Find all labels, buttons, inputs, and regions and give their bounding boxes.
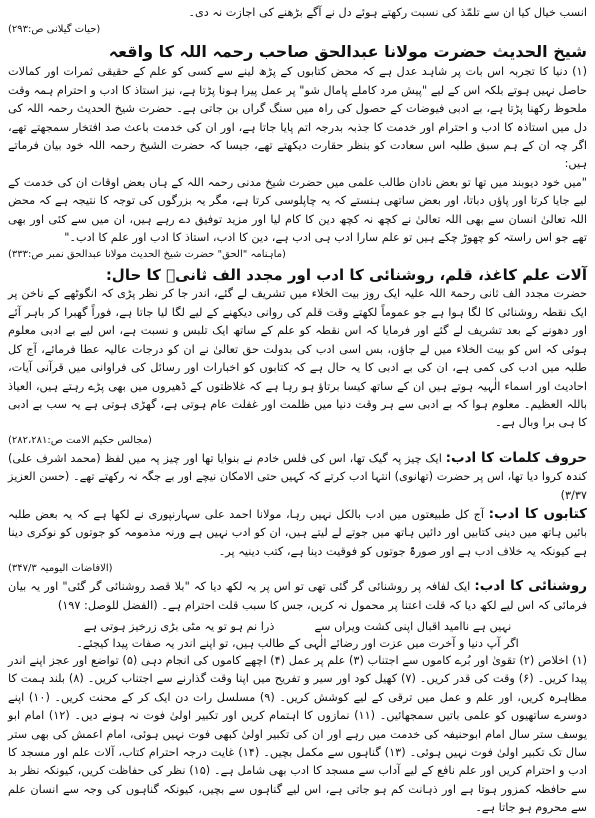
intro-paragraph: انسب خیال کیا ان سے تلمّذ کی نسبت رکھتے ہوئے دل نے آگے بڑھنے کی اجازت نہ دی۔ <box>188 6 587 19</box>
reference-hayat-gilani: (حیات گیلانی ص:۲۹۳) <box>8 24 101 36</box>
reference-alhaq: (ماہنامہ "الحق" حضرت شیخ الحدیث مولانا عبدالحق نمبر ص:۳۳۳) <box>8 249 286 261</box>
reference-majalis: (مجالس حکیم الامت ص:۲۸۲،۲۸۱) <box>8 434 152 446</box>
verse-hemistich-left: ذرا نم ہو تو یہ مٹی بڑی زرخیز ہوتی ہے <box>83 619 275 633</box>
paragraph-kitab <box>8 505 587 561</box>
paragraph-huroof-body: ایک چیز پہ گیک تھا، اس کی فلس خادم نے بنوایا تھا اور چیز پہ میں لفظ (محمد اشرف علی) کندہ کروا دیا تھا، اس پر حضرت (تھانوی) انتہا ادب کرتے کہ کہیں حتی الامکان نیچے اور بے جگہ نہ رکھتے تھے۔ <box>8 451 587 484</box>
paragraph-2a: حضرت مجدد الف ثانی رحمۃ اللہ علیہ ایک روز بیت الخلاء میں تشریف لے گئے، اندر جا کر نظر پڑی کہ انگوٹھے کے ناخن پر ایک نقطہ روشنائی کا لگا ہوا ہے جو عموماً لکھتے وقت قلم کی روانی دیکھنے کے لیے لگا لیا جاتا ہے، فوراً گھبرا کر باہر آئے اور دھونے کے بعد تشریف لے گئے اور فرمایا کہ اس نقطہ کو علم کے ساتھ ایک تلبس و نسبت ہے، اس لیے بے ادبی معلوم ہوئی کہ اس کو بیت الخلاء میں لے جاؤں، بس اسی ادب کی بدولت حق تعالیٰ نے ان کو درجات عالیہ عطا فرمائے، آج کل طلبہ میں ادب کی کمی ہے، ان کی بے ادبی کا یہ حال ہے کہ کتابوں کو اخبارات اور رسائل کی فراوانی میں قرآنی آیات، احادیث اور اسماء الٰہیہ ہوتے ہیں ان کے ساتھ کیسا برتاؤ ہو رہا ہے کہ غلاظتوں کے ڈھیروں میں بھی پڑے رہتے ہیں، العیاذ باللہ العظیم۔ معلوم ہوا کہ بے ادبی سے ہر وقت دنیا میں ظلمت اور غفلت عام ہوتی ہے، گھڑی ہوتی ہے یہ سب بے ادبی کا ہی برا وبال ہے۔ <box>8 287 587 430</box>
reference-fazl: (الفضل للوصل: ۱۹۷) <box>57 598 158 612</box>
inline-heading-kitab: کتابوں کا ادب: <box>488 505 587 522</box>
reference-ifadat: (الافاضات الیومیہ ۳۴۷/۳) <box>8 563 113 575</box>
paragraph-roshnai <box>8 577 587 615</box>
reference-husn-alaziz: (حسن العزیز ۳/۳۷) <box>8 470 587 502</box>
inline-heading-roshnai: روشنائی کا ادب: <box>474 578 587 595</box>
heading-shaikh-abdulhaq: شیخ الحدیث حضرت مولانا عبدالحق صاحب رحمہ اللہ کا واقعہ <box>108 42 587 62</box>
heading-alat-ilm: آلات علم کاغذ، قلم، روشنائی کا ادب اور مجدد الف ثانیؒ کا حال: <box>105 266 587 285</box>
paragraph-kitab-body: آج کل طبیعتوں میں ادب بالکل نہیں رہا، مولانا احمد علی سہارنپوری نے لکھا ہے کہ یہ بعض طلبہ بائیں ہاتھ میں دینی کتابیں اور دائیں ہاتھ میں جوتے لے لیتے ہیں، ان کو ادب نہیں ہے ورنہ مذمومہ کو جوتوں کو نوکری دینا ہے کیونکہ یہ خلاف ادب ہے اور صورۃً جوتوں کو فوقیت دینا ہے، کتب دینیہ پر۔ <box>8 507 587 558</box>
verse-hemistich-right: نہیں ہے ناامید اقبال اپنی کشت ویراں سے <box>314 619 512 633</box>
paragraph-roshnai-body: ایک لفافہ پر روشنائی گر گئی تھی تو اس پر یہ لکھ دیا کہ "بلا قصد روشنائی گر گئی" اور یہ بیان فرمائی کہ اس لیے لکھ دیا کہ قلت اعتنا پر محمول نہ کریں، جس کا سبب قلت احترام ہے۔ <box>8 580 587 612</box>
paragraph-sifat-list: (۱) اخلاص (۲) تقویٰ اور بُرے کاموں سے اجتناب (۳) علم پر عمل (۴) اچھے کاموں کی انجام دہی (۵) تواضع اور عجز اپنے اندر پیدا کریں۔ (۶) وقت کی قدر کریں۔ (۷) کھیل کود اور سیر و تفریح میں اپنا وقت گذارنے سے اجتناب کریں۔ (۸) بلند ہمت کا مظاہرہ کریں، اور علم و عمل میں ترقی کے لیے کوشش کریں۔ (۹) مسلسل رات دن ایک کر کے محنت کریں۔ (۱۰) اپنے دوسرے ساتھیوں کو علمی باتیں سمجھائیں۔ (۱۱) نمازوں کا اہتمام کریں اور تکبیر اولیٰ فوت نہ ہونے دیں۔ (۱۲) امام ابو یوسف ستر سال امام ابوحنیفہ کی خدمت میں رہے اور ان کی تکبیر اولیٰ کبھی فوت نہیں ہوئی، امام اعمش کی بھی ستر سال تک تکبیر اولیٰ فوت نہیں ہوئی۔ (۱۳) گناہوں سے مکمل بچیں۔ (۱۴) غایت درجہ احترام کتاب، آلات علم اور مسجد کا ادب و احترام کریں اور علم نافع کے لیے آداب سے مسجد کا ادب بھی شامل ہے۔ (۱۵) نظر کی حفاظت کریں، کیونکہ نظر بد سے حافظہ کمزور ہوتا ہے اور ذہانت کم ہو جاتی ہے، اس لیے گناہوں سے بچیں، کیونکہ گناہوں کی وجہ سے انسان علم سے محروم ہو جاتا ہے۔ <box>8 653 588 815</box>
verse-line-1 <box>8 618 587 635</box>
verse-line-2: اگر آپ دنیا و آخرت میں عزت اور رضائے الٰہی کے طالب ہیں، تو اپنے اندر یہ صفات پیدا کیجئے۔ <box>76 636 519 650</box>
paragraph-huroof <box>8 449 587 505</box>
paragraph-1b-quote: "میں خود دیوبند میں تھا تو بعض نادان طالب علمی میں حضرت شیخ مدنی رحمہ اللہ کے ہاں بعض اوقات ان کی خدمت کے لیے جایا کرتا اور پاؤں دباتا، اور بعض ساتھی ہنستے کہ یہ چاپلوسی کرتا ہے، مگر یہ بزرگوں کی توجہ کا نتیجہ ہے کہ محض اللہ تعالیٰ انسان سے بھی اللہ تعالیٰ نے کچھ نہ کچھ دین کا کام لیا اور مزید توفیق دے رہے ہیں، ان میں سے کئی اور بھی تھے جو اس راستہ کو چھوڑ چکے ہیں تو علم سارا ادب ہی ادب ہے، دین کا ادب، استاذ کا ادب اور علم کا ادب۔" <box>8 175 587 245</box>
paragraph-1a: (۱) دنیا کا تجربہ اس بات پر شاہد عدل ہے کہ محض کتابوں کے پڑھ لینے سے کسی کو علم کے حقیقی ثمرات اور کمالات حاصل نہیں ہوتے بلکہ اس کے لیے "پیش مرد کاملے پامال شو" پر عمل پیرا ہونا پڑتا ہے، نیز استاذ کا ادب و احترام ہمہ وقت ملحوظ رکھنا پڑتا ہے، بے ادبی فیوضات کے حصول کی راہ میں سنگ گراں بن جاتی ہے۔ حضرت شیخ الحدیث رحمہ اللہ کی دل میں استاذہ کا ادب و احترام اور خدمت کا جذبہ بدرجہ اتم پایا جاتا ہے، اور ان کی خدمت باعث صد افتخار سمجھتے تھے، اگر چہ ان کے ہم سبق طلبہ اس سعادت کو بنظر حقارت دیکھتے تھے، جیسا کہ حضرت الشیخ رحمہ اللہ خود بیان فرماتے ہیں: <box>8 65 587 171</box>
inline-heading-huroof: حروف کلمات کا ادب: <box>445 449 587 466</box>
verse-block <box>8 618 587 652</box>
